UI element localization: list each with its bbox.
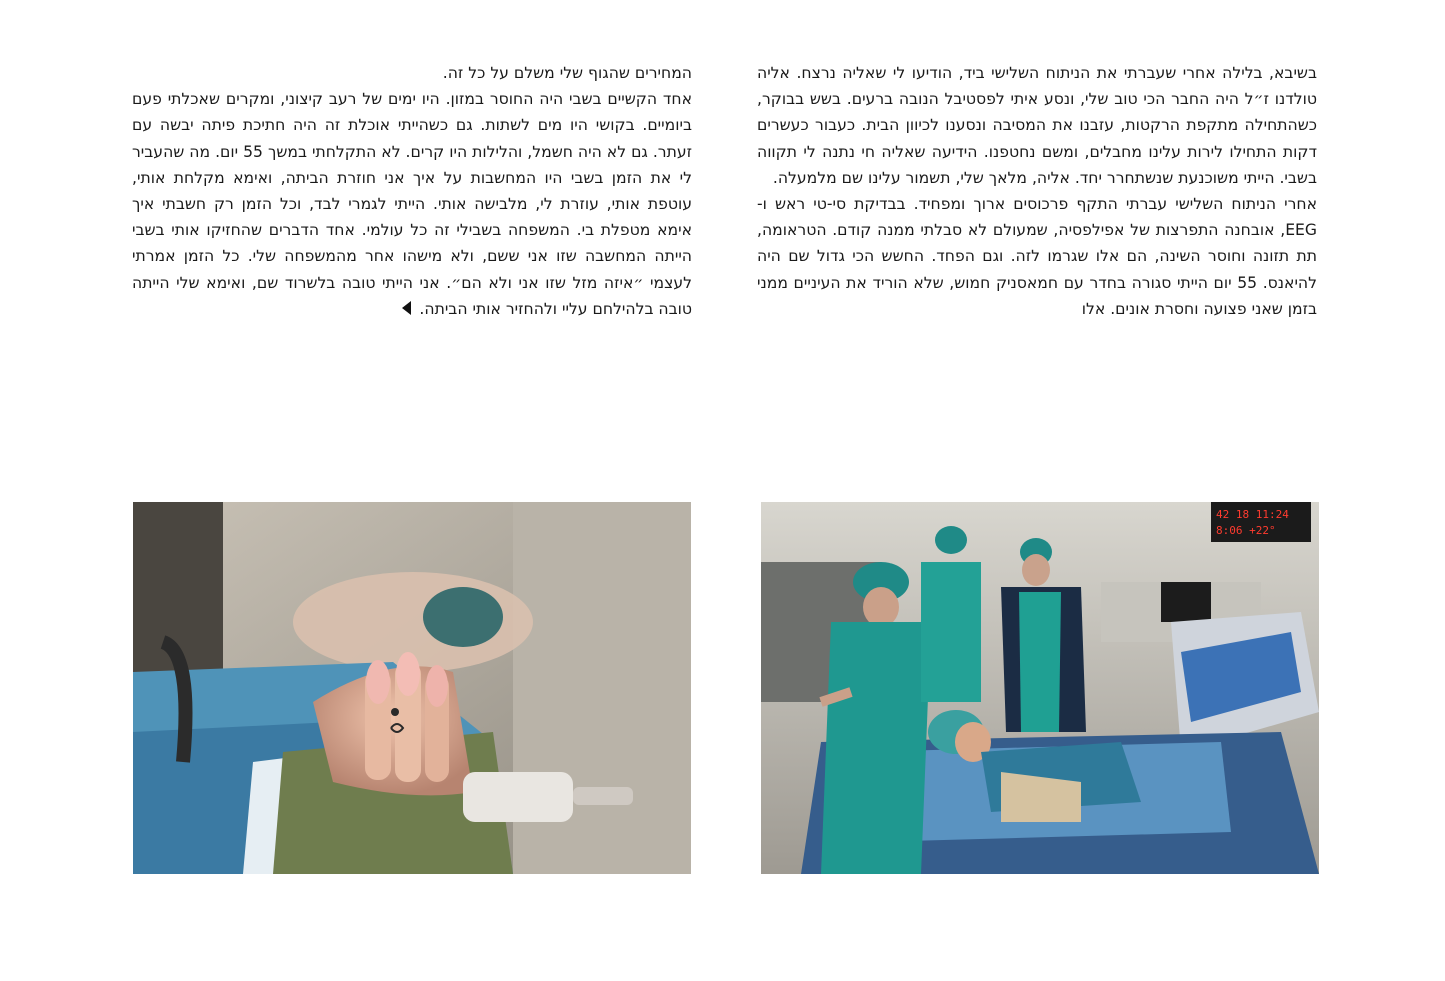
paragraph: המחירים שהגוף שלי משלם על כל זה. bbox=[442, 64, 692, 82]
paragraph-text: אחד הקשיים בשבי היה החוסר במזון. היו ימים של רעב קיצוני, ומקרים שאכלתי פעם ביומיים. בקושי היו מים לשתות. גם כשהייתי אוכלת זה היה חתיכת פיתה יבשה עם זעתר. גם לא היה חשמל, והלילות היו קרים. לא התקלחתי במשך 55 יום. מה שהעביר לי את הזמן בשבי היו המחשבות על איך אני חוזרת הביתה, ואימא מקלחת אותי, עוטפת אותי, עוזרת לי, מלבישה אותי. הייתי לגמרי לבד, וכל הזמן רק חשבתי איך אימא מטפלת בי. המשפחה בשבילי זה כל עולמי. אחד הדברים שהחזיקו אותי בשבי הייתה המחשבה שזו אני ששם, ולא מישהו אחר מהמשפחה שלי. כל הזמן אמרתי לעצמי ״איזה מזל שזו אני ולא הם״. אני הייתי טובה בלשרוד שם, ואימא שלי הייתה טובה בלהילחם עליי ולהחזיר אותי הביתה. bbox=[132, 90, 693, 318]
article-column-right bbox=[757, 60, 1317, 322]
photo-operating-room bbox=[761, 502, 1319, 874]
clock-bottom-readout: 8:06 +22° bbox=[1216, 524, 1276, 537]
end-of-article-triangle-icon bbox=[402, 301, 411, 315]
clock-top-readout: 42 18 11:24 bbox=[1216, 508, 1289, 521]
photo-patient-hand bbox=[133, 502, 691, 874]
article-column-left bbox=[132, 60, 692, 322]
paragraph: אחרי הניתוח השלישי עברתי התקף פרכוסים ארוך ומפחיד. בבדיקת סי-טי ראש ו-EEG, אובחנה התפרצות של אפילפסיה, שמעולם לא סבלתי ממנה קודם. הטראומה, תת תזונה וחוסר השינה, הם אלו שגרמו לזה. וגם הפחד. החשש הכי גדול שם היה להיאנס. 55 יום הייתי סגורה בחדר עם חמאסניק חמוש, שלא הוריד את העיניים ממני בזמן שאני פצועה וחסרת אונים. אלו bbox=[757, 195, 1317, 318]
operating-room-illustration bbox=[761, 502, 1319, 874]
paragraph: בשיבא, בלילה אחרי שעברתי את הניתוח השלישי ביד, הודיעו לי שאליה נרצח. אליה טולדנו ז״ל היה החבר הכי טוב שלי, ונסע איתי לפסטיבל הנובה ברעים. בשש בבוקר, כשהתחילה מתקפת הרקטות, עזבנו את המסיבה ונסענו לכיוון הבית. כעבור כעשרים דקות התחילו לירות עלינו מחבלים, ומשם נחטפנו. הידיעה שאליה חי נתנה לי תקווה בשבי. הייתי משוכנעת שנשתחרר יחד. אליה, מלאך שלי, תשמור עלינו שם מלמעלה. bbox=[757, 64, 1317, 187]
hand-photo-illustration bbox=[133, 502, 691, 874]
paragraph bbox=[132, 86, 692, 322]
